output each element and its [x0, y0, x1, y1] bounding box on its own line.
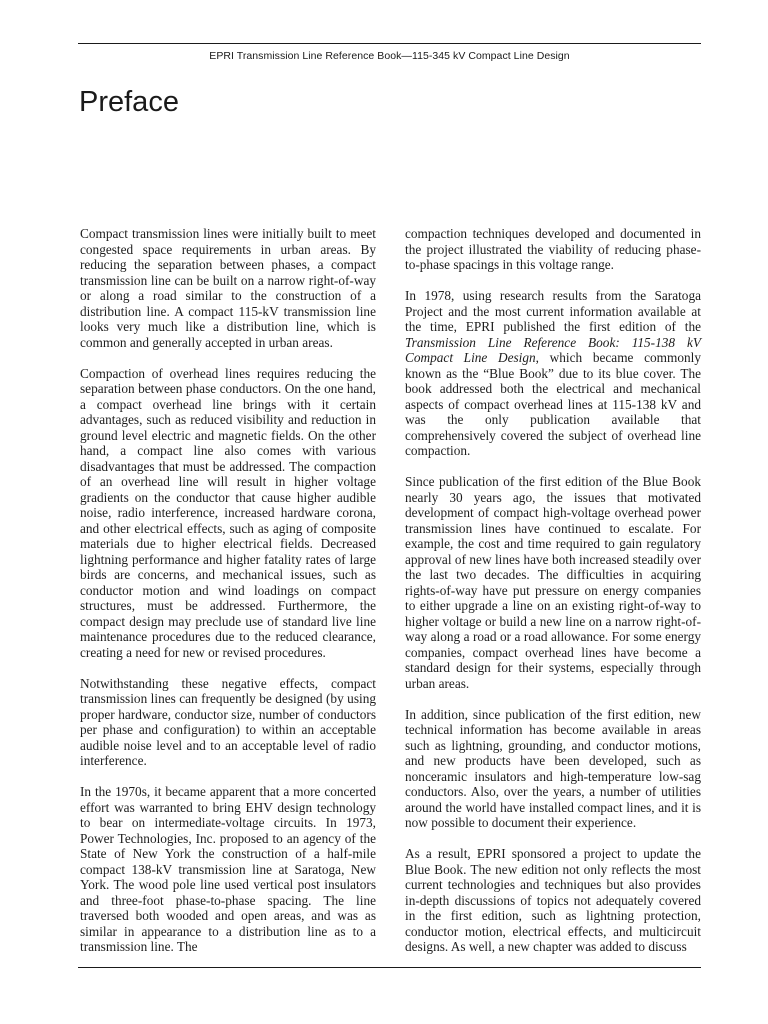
paragraph: Compact transmission lines were initially built to meet congested space requirements in urban areas. By reducing the separation between phases, a compact transmission line can be built on a narrow right-of-way or along a road similar to the construction of a distribution line. A compact 115-kV transmission line looks very much like a distribution line, which is common and generally accepted in urban areas.	[80, 226, 376, 350]
paragraph: As a result, EPRI sponsored a project to update the Blue Book. The new edition not only reflects the most current technologies and techniques but also provides in-depth discussions of topics not adequately covered in the first edition, such as lightning protection, conductor motion, electrical effects, and multicircuit designs. As well, a new chapter was added to discuss	[405, 846, 701, 954]
paragraph: compaction techniques developed and documented in the project illustrated the viability of reducing phase-to-phase spacings in this voltage range.	[405, 226, 701, 272]
paragraph: In addition, since publication of the first edition, new technical information has become available in areas such as lightning, grounding, and conductor motions, and new products have been developed, such as nonceramic insulators and high-temperature low-sag conductors. Also, over the years, a number of utilities around the world have installed compact lines, and it is now possible to document their experience.	[405, 706, 701, 830]
paragraph: Compaction of overhead lines requires reducing the separation between phase conductors. On the one hand, a compact overhead line brings with it certain advantages, such as reduced visibility and reduction in ground level electric and magnetic fields. On the other hand, a compact line also comes with various disadvantages that must be addressed. The compaction of an overhead line will result in higher voltage gradients on the conductor that cause higher audible noise, radio interference, increased hardware corona, and other electrical effects, such as aging of composite materials due to higher electrical fields. Decreased lightning performance and higher fatality rates of large birds are concerns, and mechanical issues, such as conductor motion and wind loadings on compact structures, must be addressed. Furthermore, the compact design may preclude use of standard live line maintenance procedures due to the reduced clearance, creating a need for new or revised procedures.	[80, 365, 376, 660]
footer-rule	[78, 967, 701, 968]
paragraph	[405, 288, 701, 459]
running-head: EPRI Transmission Line Reference Book—115-345 kV Compact Line Design	[209, 50, 570, 62]
right-column	[405, 226, 701, 955]
paragraph-text: , which became commonly known as the “Blue Book” due to its blue cover. The book addressed both the electrical and mechanical aspects of compact overhead lines at 115-138 kV and was the only publication available that comprehensively covered the subject of overhead line compaction.	[405, 350, 701, 458]
left-column	[80, 226, 376, 955]
header-rule	[78, 43, 701, 44]
page-title: Preface	[79, 86, 179, 118]
paragraph: In the 1970s, it became apparent that a more concerted effort was warranted to bring EHV design technology to bear on intermediate-voltage circuits. In 1973, Power Technologies, Inc. proposed to an agency of the State of New York the construction of a half-mile compact 138-kV transmission line at Saratoga, New York. The wood pole line used vertical post insulators and three-foot phase-to-phase spacing. The line traversed both wooded and open areas, and was as similar in appearance to a distribution line as to a transmission line. The	[80, 784, 376, 954]
paragraph: Since publication of the first edition of the Blue Book nearly 30 years ago, the issues that motivated development of compact high-voltage overhead power transmission lines have continued to escalate. For example, the cost and time required to gain regulatory approval of new lines have both increased steadily over the last two decades. The difficulties in acquiring rights-of-way have put pressure on energy companies to either upgrade a line on an existing right-of-way to higher voltage or build a new line on a narrow right-of-way along a road or a road allowance. For some energy companies, compact overhead lines have become a standard design for their systems, especially through urban areas.	[405, 474, 701, 691]
paragraph: Notwithstanding these negative effects, compact transmission lines can frequently be designed (by using proper hardware, conductor size, number of conductors per phase and configuration) to within an acceptable audible noise level and to an acceptable level of radio interference.	[80, 675, 376, 768]
book-title: Transmission Line Reference Book: 115-138 kV Compact Line Design	[405, 334, 701, 365]
paragraph-text: In 1978, using research results from the Saratoga Project and the most current information available at the time, EPRI published the first edition of the	[405, 288, 701, 334]
